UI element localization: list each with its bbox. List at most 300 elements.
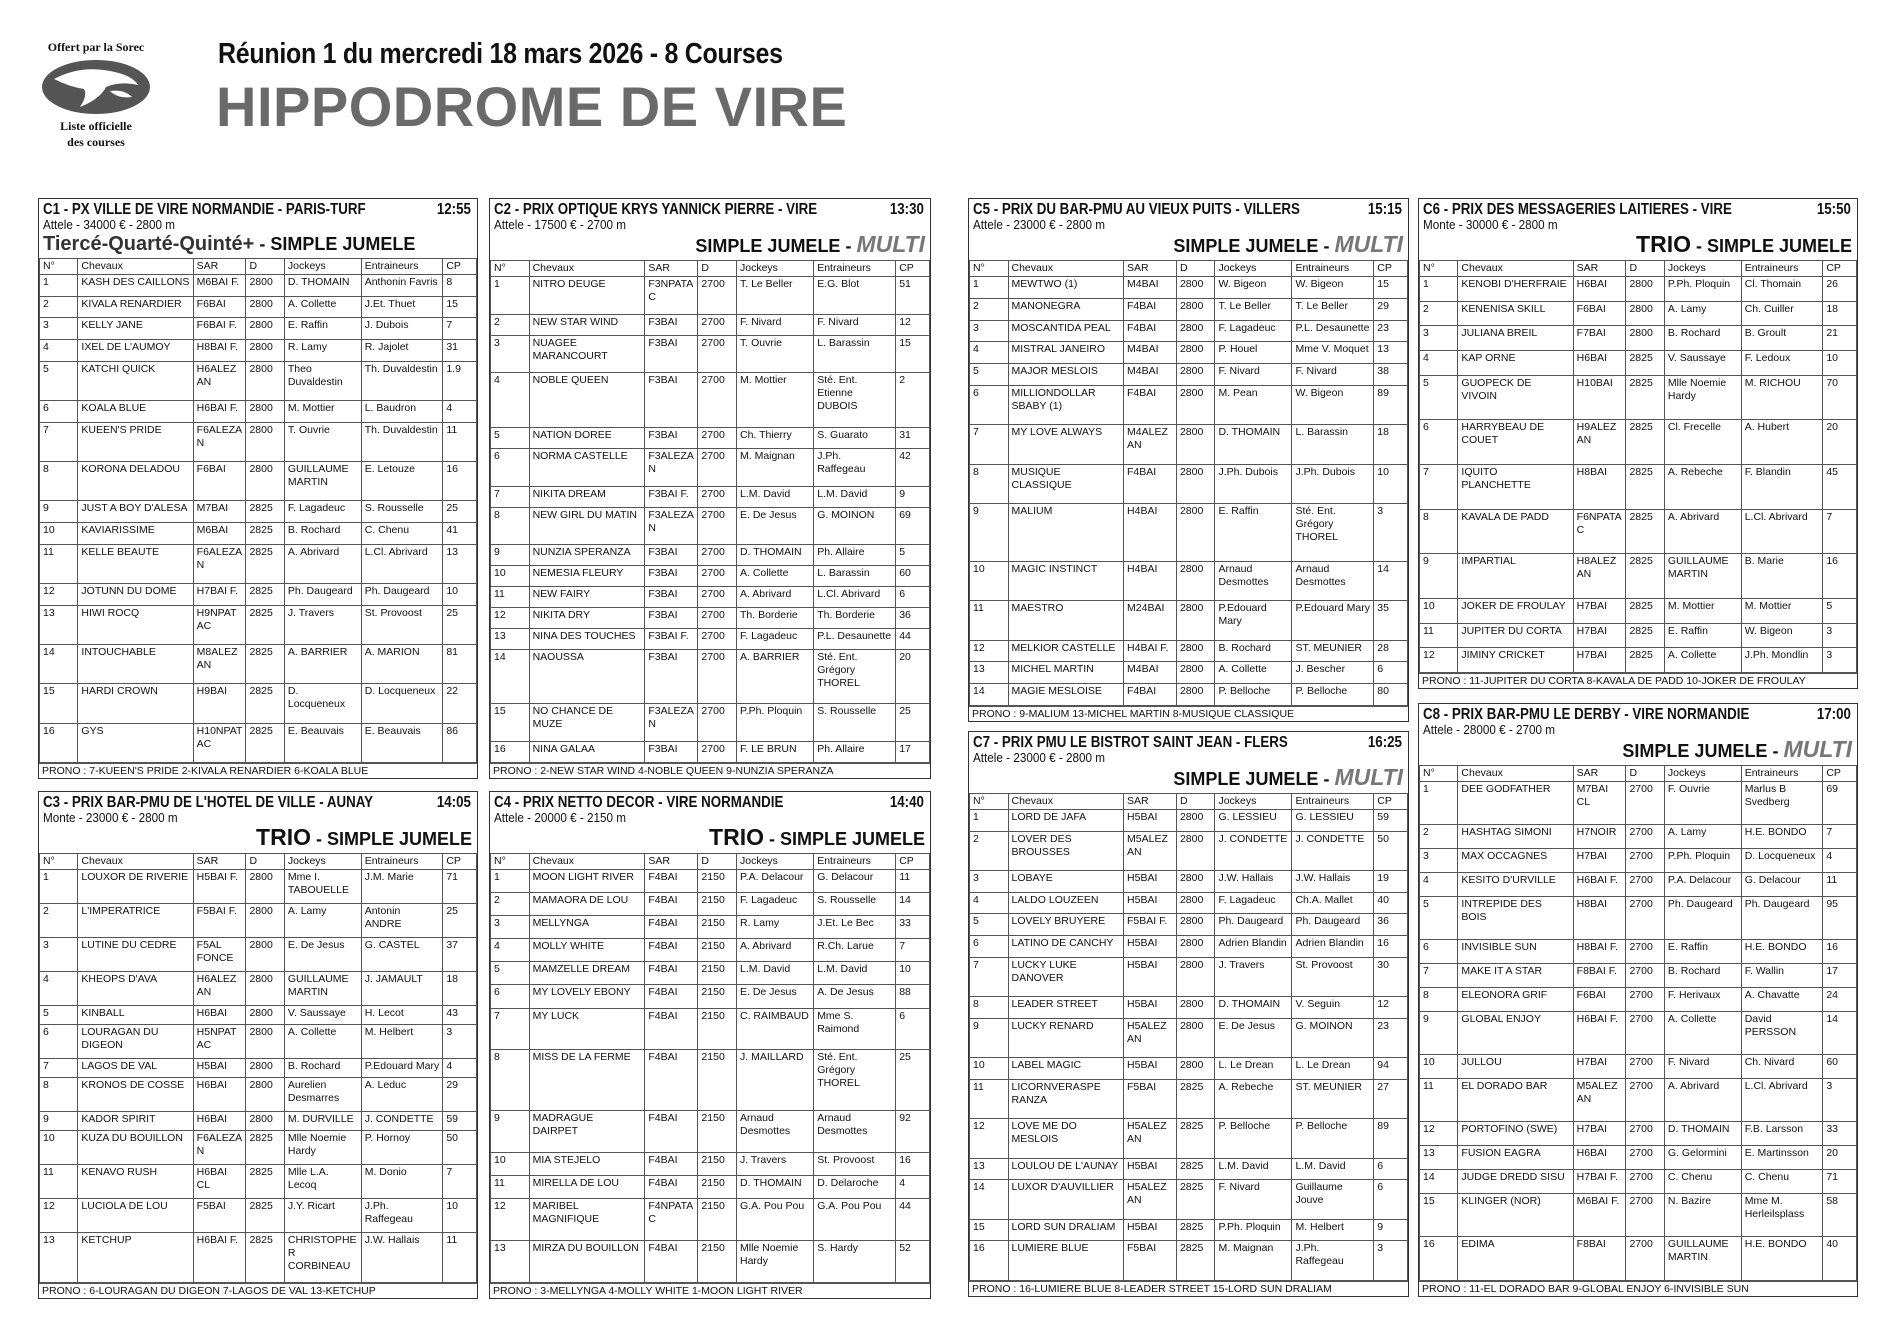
column-header: Chevaux bbox=[78, 259, 193, 275]
runner-row bbox=[970, 914, 1408, 936]
jockey: C. Chenu bbox=[1664, 1170, 1741, 1194]
sar: M5ALEZAN bbox=[1124, 831, 1177, 870]
distance: 2825 bbox=[246, 501, 284, 523]
horse-name: MICHEL MARTIN bbox=[1008, 662, 1124, 684]
horse-name: NIKITA DREAM bbox=[529, 486, 645, 507]
trainer: F. Wallin bbox=[1741, 964, 1823, 988]
horse-name: NIKITA DRY bbox=[529, 607, 645, 628]
trainer: J. JAMAULT bbox=[361, 972, 443, 1006]
sar: H7BAI bbox=[1573, 598, 1626, 623]
distance: 2825 bbox=[1626, 350, 1664, 375]
column-header: SAR bbox=[645, 854, 698, 870]
trainer: L. Le Drean bbox=[1292, 1058, 1374, 1080]
distance: 2800 bbox=[246, 296, 284, 318]
runner-number: 4 bbox=[491, 373, 530, 428]
trainer: E.G. Blot bbox=[814, 277, 896, 315]
horse-name: ELEONORA GRIF bbox=[1458, 988, 1573, 1012]
horse-name: LUCKY LUKE DANOVER bbox=[1008, 957, 1124, 996]
trainer: ST. MEUNIER bbox=[1292, 1080, 1374, 1119]
race-time: 15:50 bbox=[1816, 201, 1851, 218]
trainer: J.Ph. Raffegeau bbox=[361, 1199, 443, 1233]
runner-number: 10 bbox=[491, 1152, 530, 1175]
distance: 2700 bbox=[698, 742, 737, 763]
horse-name: LOUXOR DE RIVERIE bbox=[78, 870, 193, 904]
odds: 41 bbox=[443, 523, 477, 545]
runner-row bbox=[970, 640, 1408, 662]
distance: 2800 bbox=[246, 938, 284, 972]
race-header bbox=[39, 199, 477, 258]
trainer: D. Locqueneux bbox=[1741, 849, 1823, 873]
bet-main: TRIO bbox=[1636, 231, 1691, 257]
bet-simple-jumele: SIMPLE JUMELE - bbox=[695, 236, 857, 256]
runner-row bbox=[491, 587, 930, 608]
odds: 25 bbox=[443, 501, 477, 523]
trainer: Ch. Cuiller bbox=[1741, 301, 1823, 326]
odds: 31 bbox=[896, 428, 930, 449]
runner-number: 6 bbox=[491, 448, 530, 486]
runner-number: 4 bbox=[40, 340, 78, 362]
horse-name: LOURAGAN DU DIGEON bbox=[78, 1025, 193, 1059]
runner-row bbox=[40, 318, 477, 340]
runner-row bbox=[40, 1078, 477, 1112]
jockey: T. Le Beller bbox=[1215, 298, 1292, 320]
column-header: Entraineurs bbox=[814, 854, 896, 870]
distance: 2700 bbox=[1626, 940, 1664, 964]
jockey: Arnaud Desmottes bbox=[1215, 561, 1292, 600]
horse-name: JOKER DE FROULAY bbox=[1458, 598, 1573, 623]
horse-name: KENOBI D'HERFRAIE bbox=[1458, 277, 1573, 302]
race-time: 14:05 bbox=[436, 794, 471, 811]
column-header: Entraineurs bbox=[814, 261, 896, 277]
horse-name: HARDI CROWN bbox=[78, 684, 193, 723]
trainer: L. Barassin bbox=[814, 566, 896, 587]
runner-number: 4 bbox=[970, 892, 1009, 914]
distance: 2700 bbox=[698, 545, 737, 566]
distance: 2800 bbox=[1176, 425, 1215, 464]
distance: 2700 bbox=[1626, 1237, 1664, 1281]
distance: 2825 bbox=[1626, 420, 1664, 465]
odds: 4 bbox=[896, 1176, 930, 1199]
runner-number: 8 bbox=[1420, 988, 1458, 1012]
odds: 58 bbox=[1823, 1194, 1857, 1237]
odds: 18 bbox=[1374, 425, 1408, 464]
jockey: D. Locqueneux bbox=[284, 684, 361, 723]
runner-number: 2 bbox=[1420, 301, 1458, 326]
sar: H6BAI bbox=[1573, 1146, 1626, 1170]
horse-name: JUST A BOY D'ALESA bbox=[78, 501, 193, 523]
race-title bbox=[973, 201, 1402, 218]
horse-name: JIMINY CRICKET bbox=[1458, 648, 1573, 673]
trainer: P. Belloche bbox=[1292, 1119, 1374, 1158]
runner-row bbox=[1420, 1011, 1857, 1054]
distance: 2825 bbox=[1626, 648, 1664, 673]
odds: 52 bbox=[896, 1241, 930, 1283]
runner-row bbox=[491, 1152, 930, 1175]
race-time: 16:25 bbox=[1367, 734, 1402, 751]
jockey: J. CONDETTE bbox=[1215, 831, 1292, 870]
horse-name: KAVALA DE PADD bbox=[1458, 509, 1573, 554]
jockey: A. BARRIER bbox=[284, 644, 361, 683]
horse-name: KAVIARISSIME bbox=[78, 523, 193, 545]
odds: 10 bbox=[896, 962, 930, 985]
jockey: P.A. Delacour bbox=[1664, 873, 1741, 897]
sar: H6ALEZAN bbox=[193, 361, 246, 400]
race-title bbox=[494, 794, 924, 811]
trainer: J.Ph. Raffegeau bbox=[1292, 1241, 1374, 1281]
sar: M7BAI bbox=[193, 501, 246, 523]
column-header: SAR bbox=[193, 854, 246, 870]
sar: F4BAI bbox=[645, 1050, 698, 1111]
horse-name: MAGIC INSTINCT bbox=[1008, 561, 1124, 600]
column-header: SAR bbox=[1573, 766, 1626, 782]
runner-number: 5 bbox=[40, 361, 78, 400]
trainer: St. Provoost bbox=[1292, 957, 1374, 996]
column-header: D bbox=[1626, 766, 1664, 782]
runner-number: 8 bbox=[491, 1050, 530, 1111]
runner-number: 1 bbox=[491, 277, 530, 315]
odds: 86 bbox=[443, 723, 477, 762]
runner-number: 7 bbox=[970, 425, 1009, 464]
distance: 2800 bbox=[246, 340, 284, 362]
runner-number: 16 bbox=[491, 742, 530, 763]
sar: H4BAI bbox=[1124, 561, 1177, 600]
jockey: L.M. David bbox=[1215, 1158, 1292, 1180]
distance: 2700 bbox=[1626, 1122, 1664, 1146]
horse-name: JULIANA BREIL bbox=[1458, 326, 1573, 351]
trainer: S. Rousselle bbox=[814, 704, 896, 742]
horse-name: NITRO DEUGE bbox=[529, 277, 645, 315]
runner-number: 7 bbox=[970, 957, 1009, 996]
horse-name: MILLIONDOLLAR SBABY (1) bbox=[1008, 385, 1124, 424]
trainer: J.Ph. Mondlin bbox=[1741, 648, 1823, 673]
jockey: Mlle L.A. Lecoq bbox=[284, 1165, 361, 1199]
runner-row bbox=[1420, 1170, 1857, 1194]
sar: F3BAI bbox=[645, 335, 698, 373]
jockey: V. Saussaye bbox=[1664, 350, 1741, 375]
runner-row bbox=[491, 1176, 930, 1199]
runner-number: 15 bbox=[1420, 1194, 1458, 1237]
odds: 33 bbox=[1823, 1122, 1857, 1146]
trainer: Ph. Allaire bbox=[814, 545, 896, 566]
jockey: F. Lagadeuc bbox=[284, 501, 361, 523]
runner-row bbox=[40, 904, 477, 938]
runner-number: 2 bbox=[40, 296, 78, 318]
runner-row bbox=[491, 335, 930, 373]
bet-simple-jumele: SIMPLE JUMELE - bbox=[1622, 741, 1784, 761]
horse-name: KETCHUP bbox=[78, 1233, 193, 1283]
runner-number: 10 bbox=[970, 1058, 1009, 1080]
horse-name: LICORNVERASPE RANZA bbox=[1008, 1080, 1124, 1119]
odds: 60 bbox=[896, 566, 930, 587]
runner-row bbox=[491, 507, 930, 545]
trainer: Ph. Daugeard bbox=[1292, 914, 1374, 936]
bet-types bbox=[973, 232, 1403, 260]
runner-number: 11 bbox=[970, 1080, 1009, 1119]
sar: H4BAI F. bbox=[1124, 640, 1177, 662]
odds: 89 bbox=[1374, 1119, 1408, 1158]
column-header: N° bbox=[491, 854, 530, 870]
runner-number: 2 bbox=[1420, 825, 1458, 849]
jockey: Arnaud Desmottes bbox=[737, 1111, 814, 1153]
distance: 2700 bbox=[698, 607, 737, 628]
jockey: G. LESSIEU bbox=[1215, 810, 1292, 832]
horse-name: IXEL DE L'AUMOY bbox=[78, 340, 193, 362]
jockey: C. RAIMBAUD bbox=[737, 1008, 814, 1050]
horse-name: KOALA BLUE bbox=[78, 401, 193, 423]
distance: 2700 bbox=[698, 314, 737, 335]
runner-row bbox=[970, 464, 1408, 503]
trainer: E. Martinsson bbox=[1741, 1146, 1823, 1170]
column-header: N° bbox=[40, 854, 78, 870]
trainer: A. Hubert bbox=[1741, 420, 1823, 465]
trainer: J.Ph. Dubois bbox=[1292, 464, 1374, 503]
runner-row bbox=[970, 425, 1408, 464]
column-header: Jockeys bbox=[284, 259, 361, 275]
jockey: M. Maignan bbox=[737, 448, 814, 486]
distance: 2800 bbox=[1626, 326, 1664, 351]
runner-number: 13 bbox=[1420, 1146, 1458, 1170]
trainer: R. Jajolet bbox=[361, 340, 443, 362]
horse-name: JUPITER DU CORTA bbox=[1458, 623, 1573, 648]
jockey: P.Ph. Ploquin bbox=[1664, 277, 1741, 302]
horse-name: LUCIOLA DE LOU bbox=[78, 1199, 193, 1233]
horse-name: GUOPECK DE VIVOIN bbox=[1458, 375, 1573, 420]
runner-row bbox=[491, 373, 930, 428]
odds: 16 bbox=[1374, 936, 1408, 958]
jockey: D. THOMAIN bbox=[284, 275, 361, 297]
runners-table bbox=[39, 853, 477, 1283]
distance: 2700 bbox=[698, 486, 737, 507]
column-header: N° bbox=[40, 259, 78, 275]
runner-number: 4 bbox=[1420, 873, 1458, 897]
odds: 13 bbox=[443, 544, 477, 583]
horse-name: NINA GALAA bbox=[529, 742, 645, 763]
column-header: Entraineurs bbox=[1741, 766, 1823, 782]
sar: F7BAI bbox=[1573, 326, 1626, 351]
sar: H7BAI F. bbox=[1573, 1170, 1626, 1194]
distance: 2150 bbox=[698, 1241, 737, 1283]
runner-row bbox=[40, 1112, 477, 1131]
sorec-logo bbox=[34, 40, 158, 158]
trainer: P. Belloche bbox=[1292, 684, 1374, 706]
runner-row bbox=[970, 342, 1408, 364]
jockey: F. Herivaux bbox=[1664, 988, 1741, 1012]
horse-name: KRONOS DE COSSE bbox=[78, 1078, 193, 1112]
distance: 2825 bbox=[1626, 623, 1664, 648]
jockey: T. Le Beller bbox=[737, 277, 814, 315]
runner-row bbox=[970, 1080, 1408, 1119]
distance: 2700 bbox=[1626, 896, 1664, 939]
jockey: F. LE BRUN bbox=[737, 742, 814, 763]
trainer: C. Chenu bbox=[361, 523, 443, 545]
odds: 1.9 bbox=[443, 361, 477, 400]
jockey: N. Bazire bbox=[1664, 1194, 1741, 1237]
runner-number: 6 bbox=[40, 401, 78, 423]
race-header bbox=[969, 732, 1408, 793]
horse-name: KENENISA SKILL bbox=[1458, 301, 1573, 326]
jockey: E. Raffin bbox=[1664, 940, 1741, 964]
runners-table bbox=[969, 793, 1408, 1281]
runner-number: 7 bbox=[1420, 464, 1458, 509]
jockey: A. Collette bbox=[1664, 1011, 1741, 1054]
runner-row bbox=[1420, 964, 1857, 988]
runner-row bbox=[40, 1059, 477, 1078]
sar: M7BAI CL bbox=[1573, 782, 1626, 825]
race-header bbox=[490, 199, 930, 260]
jockey: J.Y. Ricart bbox=[284, 1199, 361, 1233]
sar: H8BAI F. bbox=[1573, 940, 1626, 964]
race-card-c3 bbox=[38, 791, 478, 1299]
trainer: L.Cl. Abrivard bbox=[814, 587, 896, 608]
sar: F3ALEZAN bbox=[645, 448, 698, 486]
horse-name: LUCKY RENARD bbox=[1008, 1018, 1124, 1057]
distance: 2150 bbox=[698, 1111, 737, 1153]
jockey: Aurelien Desmarres bbox=[284, 1078, 361, 1112]
runner-row bbox=[1420, 277, 1857, 302]
runner-row bbox=[1420, 326, 1857, 351]
race-time: 14:40 bbox=[889, 794, 924, 811]
bet-multi: MULTI bbox=[1783, 736, 1852, 762]
jockey: A. Rebeche bbox=[1664, 464, 1741, 509]
jockey: Mlle Noemie Hardy bbox=[1664, 375, 1741, 420]
runner-row bbox=[40, 605, 477, 644]
odds: 30 bbox=[1374, 957, 1408, 996]
distance: 2150 bbox=[698, 916, 737, 939]
sar: F4BAI bbox=[645, 1241, 698, 1283]
trainer: G. MOINON bbox=[814, 507, 896, 545]
jockey: L.M. David bbox=[737, 962, 814, 985]
race-time: 12:55 bbox=[436, 201, 471, 218]
bet-types bbox=[494, 232, 925, 260]
runner-number: 16 bbox=[970, 1241, 1009, 1281]
bet-types bbox=[973, 765, 1403, 793]
odds: 11 bbox=[443, 422, 477, 461]
odds: 6 bbox=[896, 1008, 930, 1050]
runner-row bbox=[40, 544, 477, 583]
runner-number: 5 bbox=[491, 962, 530, 985]
sar: F3BAI bbox=[645, 607, 698, 628]
sar: H10NPATAC bbox=[193, 723, 246, 762]
runner-number: 5 bbox=[1420, 896, 1458, 939]
horse-name: MISS DE LA FERME bbox=[529, 1050, 645, 1111]
odds: 11 bbox=[443, 1233, 477, 1283]
race-card-c4 bbox=[489, 791, 931, 1299]
distance: 2800 bbox=[1176, 871, 1215, 893]
runner-row bbox=[1420, 1079, 1857, 1122]
horse-name: NORMA CASTELLE bbox=[529, 448, 645, 486]
bet-simple-jumele: - SIMPLE JUMELE bbox=[254, 234, 416, 254]
trainer: P.L. Desaunette bbox=[1292, 320, 1374, 342]
bet-types bbox=[43, 232, 472, 258]
horse-name: LAGOS DE VAL bbox=[78, 1059, 193, 1078]
horse-name: LORD DE JAFA bbox=[1008, 810, 1124, 832]
distance: 2825 bbox=[246, 605, 284, 644]
odds: 80 bbox=[1374, 684, 1408, 706]
trainer: Th. Duvaldestin bbox=[361, 422, 443, 461]
jockey: R. Lamy bbox=[284, 340, 361, 362]
sar: H5BAI bbox=[1124, 957, 1177, 996]
runner-row bbox=[40, 1006, 477, 1025]
distance: 2150 bbox=[698, 962, 737, 985]
runner-row bbox=[970, 385, 1408, 424]
runner-number: 6 bbox=[40, 1025, 78, 1059]
jockey: A. Abrivard bbox=[1664, 509, 1741, 554]
odds: 42 bbox=[896, 448, 930, 486]
sar: H7BAI F. bbox=[193, 584, 246, 606]
column-header: SAR bbox=[1124, 794, 1177, 810]
runner-number: 15 bbox=[40, 684, 78, 723]
distance: 2825 bbox=[1176, 1180, 1215, 1219]
sar: F3BAI F. bbox=[645, 486, 698, 507]
trainer: Mme S. Raimond bbox=[814, 1008, 896, 1050]
distance: 2825 bbox=[1176, 1241, 1215, 1281]
sar: F5BAI bbox=[193, 1199, 246, 1233]
runner-row bbox=[40, 462, 477, 501]
trainer: G. Delacour bbox=[814, 870, 896, 893]
distance: 2700 bbox=[1626, 1170, 1664, 1194]
distance: 2800 bbox=[1176, 561, 1215, 600]
distance: 2700 bbox=[698, 335, 737, 373]
runner-number: 8 bbox=[40, 1078, 78, 1112]
jockey: F. Nivard bbox=[737, 314, 814, 335]
distance: 2700 bbox=[1626, 988, 1664, 1012]
trainer: D. Delaroche bbox=[814, 1176, 896, 1199]
sar: H5ALEZAN bbox=[1124, 1018, 1177, 1057]
sar: F6BAI bbox=[1573, 301, 1626, 326]
odds: 4 bbox=[443, 1059, 477, 1078]
sar: F4BAI bbox=[1124, 320, 1177, 342]
runners-table bbox=[490, 853, 930, 1283]
runner-number: 13 bbox=[970, 662, 1009, 684]
horse-name: INTOUCHABLE bbox=[78, 644, 193, 683]
runner-number: 9 bbox=[970, 504, 1009, 561]
trainer: St. Provoost bbox=[814, 1152, 896, 1175]
odds: 14 bbox=[1374, 561, 1408, 600]
sar: F4BAI bbox=[1124, 464, 1177, 503]
column-header: CP bbox=[896, 261, 930, 277]
runner-number: 5 bbox=[970, 914, 1009, 936]
horse-name: MELLYNGA bbox=[529, 916, 645, 939]
race-title bbox=[1423, 201, 1851, 218]
runner-row bbox=[970, 298, 1408, 320]
bet-multi: MULTI bbox=[1334, 231, 1403, 257]
horse-name: EL DORADO BAR bbox=[1458, 1079, 1573, 1122]
runner-row bbox=[970, 277, 1408, 299]
odds: 6 bbox=[1374, 1180, 1408, 1219]
runner-row bbox=[1420, 988, 1857, 1012]
sar: H5NPATAC bbox=[193, 1025, 246, 1059]
trainer: G. Delacour bbox=[1741, 873, 1823, 897]
runner-row bbox=[491, 314, 930, 335]
trainer: L.M. David bbox=[814, 486, 896, 507]
jockey: GUILLAUME MARTIN bbox=[1664, 1237, 1741, 1281]
sar: H6BAI bbox=[193, 1112, 246, 1131]
race-title bbox=[1423, 706, 1851, 723]
distance: 2150 bbox=[698, 985, 737, 1008]
horse-name: MIRELLA DE LOU bbox=[529, 1176, 645, 1199]
odds: 7 bbox=[1823, 825, 1857, 849]
distance: 2800 bbox=[246, 318, 284, 340]
column-header: CP bbox=[1823, 766, 1857, 782]
runner-number: 11 bbox=[491, 1176, 530, 1199]
trainer: L.M. David bbox=[1292, 1158, 1374, 1180]
trainer: G. LESSIEU bbox=[1292, 810, 1374, 832]
column-header: SAR bbox=[645, 261, 698, 277]
odds: 50 bbox=[1374, 831, 1408, 870]
runner-number: 7 bbox=[40, 1059, 78, 1078]
odds: 26 bbox=[1823, 277, 1857, 302]
odds: 3 bbox=[1374, 504, 1408, 561]
